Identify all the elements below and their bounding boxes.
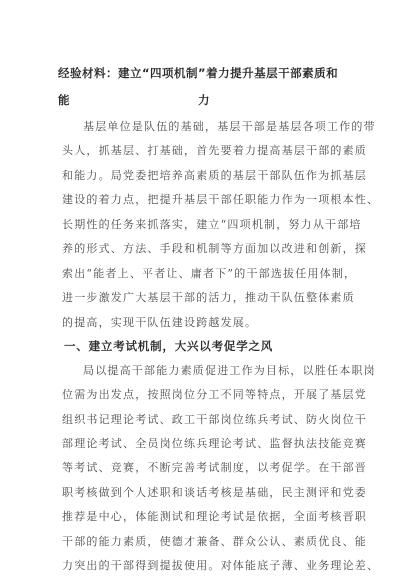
paragraph-line: 干部的能力素质，使德才兼备、群众公认、素质优良、能	[62, 535, 367, 548]
paragraph-line: 组织书记理论考试、政工干部岗位练兵考试、防火岗位干	[62, 413, 367, 426]
paragraph-line: 职考核做到个人述职和谈话考核是基础，民主测评和党委	[62, 486, 367, 499]
section-heading: 一、建立考试机制，大兴以考促学之风	[64, 339, 274, 353]
paragraph-line: 头人，抓基层、打基础，首先要着力提高基层干部的素质	[62, 144, 367, 157]
paragraph-line: 长期性的任务来抓落实，建立“四项机制，努力从干部培	[62, 218, 362, 231]
paragraph-line: 力突出的干部得到提拔使用。对体能底子薄、业务理论差、	[62, 559, 380, 572]
paragraph-line: 部理论考试、全员岗位练兵理论考试、监督执法技能竞赛	[62, 437, 367, 450]
paragraph-line: 和能力。局党委把培养高素质的基层干部队伍作为抓基层	[62, 169, 367, 182]
paragraph-line: 养的形式、方法、手段和机制等方面加以改进和创新，探	[62, 242, 367, 255]
document-title-line-1: 经验材料：建立“四项机制”着力提升基层干部素质和能	[58, 66, 339, 107]
paragraph-line: 建设的着力点，把提升基层干部任职能力作为一项根本性、	[62, 193, 380, 206]
paragraph-line: 的提高，实现干队伍建设跨越发展。	[62, 316, 258, 329]
paragraph-line: 推荐是中心，体能测试和理论考试是依据，全面考核晋职	[62, 510, 367, 523]
paragraph-line: 基层单位是队伍的基础，基层干部是基层各项工作的带	[83, 120, 376, 133]
paragraph-line: 位需为出发点，按照岗位分工不同等特点，开展了基层党	[62, 388, 367, 401]
paragraph-line: 局以提高干部能力素质促进工作为目标，以胜任本职岗	[83, 364, 376, 377]
paragraph-line: 进一步激发广大基层干部的活力，推动干队伍整体素质	[62, 291, 355, 304]
paragraph-line: 索出“能者上、平者让、庸者下”的干部选拔任用体制，	[62, 267, 357, 280]
paragraph-line: 等考试、竞赛，不断完善考试制度，以考促学。在干部晋	[62, 461, 367, 474]
document-title-line-2: 力	[198, 93, 210, 107]
